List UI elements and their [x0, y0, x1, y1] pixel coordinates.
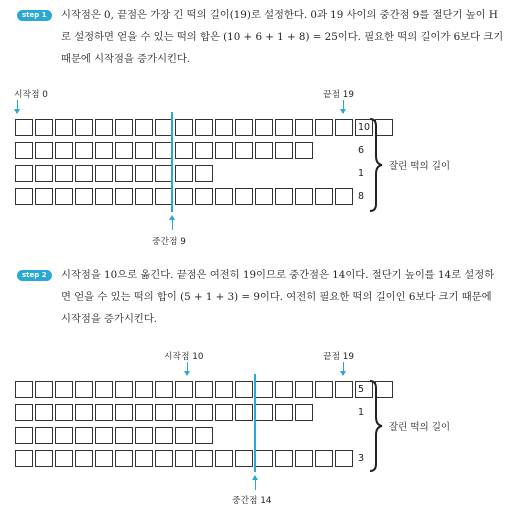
rice-cake-cell: [175, 165, 193, 182]
rice-cake-cell: [335, 119, 353, 136]
rice-cake-cell: [55, 404, 73, 421]
rice-cake-cell: [195, 142, 213, 159]
step1-bar-3: [15, 165, 215, 182]
rice-cake-cell: [295, 142, 313, 159]
rice-cake-cell: [75, 381, 93, 398]
step2-bar-1: [15, 381, 395, 398]
step1-badge: step 1: [17, 10, 52, 21]
rice-cake-cell: [175, 142, 193, 159]
rice-cake-cell: [55, 381, 73, 398]
rice-cake-cell: [75, 427, 93, 444]
rice-cake-cell: [115, 142, 133, 159]
step1-cut-length-3: 1: [358, 168, 365, 179]
rice-cake-cell: [35, 381, 53, 398]
rice-cake-cell: [255, 404, 273, 421]
rice-cake-cell: [235, 142, 253, 159]
rice-cake-cell: [95, 165, 113, 182]
rice-cake-cell: [255, 381, 273, 398]
rice-cake-cell: [215, 404, 233, 421]
rice-cake-cell: [15, 119, 33, 136]
step2-bar-4: [15, 450, 355, 467]
step2-mid-label: 중간점 14: [232, 496, 272, 506]
rice-cake-cell: [55, 427, 73, 444]
rice-cake-cell: [15, 404, 33, 421]
rice-cake-cell: [195, 165, 213, 182]
step2-brace: [368, 380, 384, 472]
rice-cake-cell: [95, 404, 113, 421]
rice-cake-cell: [195, 381, 213, 398]
rice-cake-cell: [35, 450, 53, 467]
step1-brace: [368, 118, 384, 212]
rice-cake-cell: [55, 450, 73, 467]
step1-end-arrow: [343, 100, 344, 113]
rice-cake-cell: [175, 404, 193, 421]
rice-cake-cell: [55, 142, 73, 159]
rice-cake-cell: [35, 142, 53, 159]
rice-cake-cell: [215, 119, 233, 136]
step1-brace-label: 잘린 떡의 길이: [389, 161, 451, 172]
rice-cake-cell: [175, 381, 193, 398]
rice-cake-cell: [135, 381, 153, 398]
rice-cake-cell: [135, 165, 153, 182]
rice-cake-cell: [255, 119, 273, 136]
step1-cut-length-4: 8: [358, 191, 365, 202]
rice-cake-cell: [15, 427, 33, 444]
rice-cake-cell: [195, 404, 213, 421]
rice-cake-cell: [55, 119, 73, 136]
rice-cake-cell: [195, 450, 213, 467]
rice-cake-cell: [295, 404, 313, 421]
rice-cake-cell: [175, 427, 193, 444]
rice-cake-cell: [295, 188, 313, 205]
rice-cake-cell: [15, 450, 33, 467]
step2-line3: 시작점을 증가시킨다.: [61, 313, 158, 325]
rice-cake-cell: [315, 450, 333, 467]
rice-cake-cell: [215, 381, 233, 398]
rice-cake-cell: [135, 450, 153, 467]
rice-cake-cell: [235, 450, 253, 467]
rice-cake-cell: [135, 404, 153, 421]
step2-end-arrow: [343, 362, 344, 375]
rice-cake-cell: [275, 381, 293, 398]
step2-bar-2: [15, 404, 315, 421]
rice-cake-cell: [95, 381, 113, 398]
rice-cake-cell: [235, 119, 253, 136]
step2-badge: step 2: [17, 270, 52, 281]
rice-cake-cell: [215, 450, 233, 467]
step2-line1: 시작점을 10으로 옮긴다. 끝점은 여전히 19이므로 중간점은 14이다. 절단기 높이를 14로 설정하: [61, 269, 495, 281]
rice-cake-cell: [55, 188, 73, 205]
step1-line1: 시작점은 0, 끝점은 가장 긴 떡의 길이(19)로 설정한다. 0과 19 사이의 중간점 9를 절단기 높이 H: [61, 9, 498, 21]
step1-cut-length-1: 10: [358, 122, 371, 133]
rice-cake-cell: [315, 188, 333, 205]
rice-cake-cell: [155, 381, 173, 398]
rice-cake-cell: [255, 188, 273, 205]
rice-cake-cell: [115, 119, 133, 136]
step2-start-label: 시작점 10: [164, 352, 204, 362]
rice-cake-cell: [135, 119, 153, 136]
step1-line3: 때문에 시작점을 증가시킨다.: [61, 53, 191, 65]
step1-bar-2: [15, 142, 315, 159]
rice-cake-cell: [75, 188, 93, 205]
rice-cake-cell: [55, 165, 73, 182]
rice-cake-cell: [35, 188, 53, 205]
rice-cake-cell: [135, 188, 153, 205]
rice-cake-cell: [275, 188, 293, 205]
rice-cake-cell: [195, 119, 213, 136]
rice-cake-cell: [95, 450, 113, 467]
rice-cake-cell: [95, 188, 113, 205]
rice-cake-cell: [155, 450, 173, 467]
rice-cake-cell: [75, 450, 93, 467]
rice-cake-cell: [215, 142, 233, 159]
step2-brace-label: 잘린 떡의 길이: [389, 422, 451, 433]
rice-cake-cell: [75, 142, 93, 159]
rice-cake-cell: [35, 427, 53, 444]
rice-cake-cell: [315, 381, 333, 398]
step1-end-label: 끝점 19: [323, 90, 354, 100]
rice-cake-cell: [235, 404, 253, 421]
rice-cake-cell: [135, 427, 153, 444]
rice-cake-cell: [75, 165, 93, 182]
step1-cut-line: [171, 112, 173, 212]
step2-start-arrow: [187, 362, 188, 375]
step2-cut-length-4: 3: [358, 453, 365, 464]
rice-cake-cell: [335, 188, 353, 205]
rice-cake-cell: [135, 142, 153, 159]
step2-bar-3: [15, 427, 215, 444]
rice-cake-cell: [295, 119, 313, 136]
rice-cake-cell: [15, 381, 33, 398]
rice-cake-cell: [95, 119, 113, 136]
rice-cake-cell: [115, 404, 133, 421]
step2-mid-arrow: [255, 476, 256, 490]
rice-cake-cell: [15, 165, 33, 182]
rice-cake-cell: [175, 450, 193, 467]
rice-cake-cell: [15, 188, 33, 205]
rice-cake-cell: [115, 381, 133, 398]
rice-cake-cell: [115, 188, 133, 205]
rice-cake-cell: [215, 188, 233, 205]
step1-start-arrow: [17, 100, 18, 113]
step2-cut-length-2: 1: [358, 407, 365, 418]
rice-cake-cell: [275, 142, 293, 159]
rice-cake-cell: [155, 404, 173, 421]
rice-cake-cell: [35, 165, 53, 182]
rice-cake-cell: [155, 427, 173, 444]
rice-cake-cell: [115, 165, 133, 182]
rice-cake-cell: [95, 142, 113, 159]
rice-cake-cell: [35, 119, 53, 136]
rice-cake-cell: [175, 188, 193, 205]
rice-cake-cell: [235, 188, 253, 205]
step2-line2: 면 얻을 수 있는 떡의 합이 (5 + 1 + 3) = 9이다. 여전히 필요한 떡의 길이인 6보다 크기 때문에: [61, 291, 492, 303]
rice-cake-cell: [15, 142, 33, 159]
step1-start-label: 시작점 0: [14, 90, 48, 100]
rice-cake-cell: [295, 450, 313, 467]
rice-cake-cell: [255, 450, 273, 467]
rice-cake-cell: [115, 450, 133, 467]
rice-cake-cell: [255, 142, 273, 159]
step1-line2: 로 설정하면 얻을 수 있는 떡의 합은 (10 + 6 + 1 + 8) = 25이다. 필요한 떡의 길이가 6보다 크기: [61, 31, 504, 43]
rice-cake-cell: [275, 119, 293, 136]
rice-cake-cell: [75, 404, 93, 421]
rice-cake-cell: [115, 427, 133, 444]
rice-cake-cell: [295, 381, 313, 398]
step1-mid-label: 중간점 9: [152, 237, 186, 247]
rice-cake-cell: [315, 119, 333, 136]
rice-cake-cell: [275, 404, 293, 421]
step1-mid-arrow: [172, 216, 173, 230]
rice-cake-cell: [335, 381, 353, 398]
rice-cake-cell: [335, 450, 353, 467]
step2-cut-length-1: 5: [358, 384, 365, 395]
step1-cut-length-2: 6: [358, 145, 365, 156]
rice-cake-cell: [35, 404, 53, 421]
step2-cut-line: [254, 374, 256, 472]
rice-cake-cell: [95, 427, 113, 444]
rice-cake-cell: [175, 119, 193, 136]
rice-cake-cell: [75, 119, 93, 136]
rice-cake-cell: [195, 427, 213, 444]
step2-end-label: 끝점 19: [323, 352, 354, 362]
step1-bar-1: [15, 119, 395, 136]
step1-bar-4: [15, 188, 355, 205]
rice-cake-cell: [235, 381, 253, 398]
rice-cake-cell: [275, 450, 293, 467]
rice-cake-cell: [195, 188, 213, 205]
